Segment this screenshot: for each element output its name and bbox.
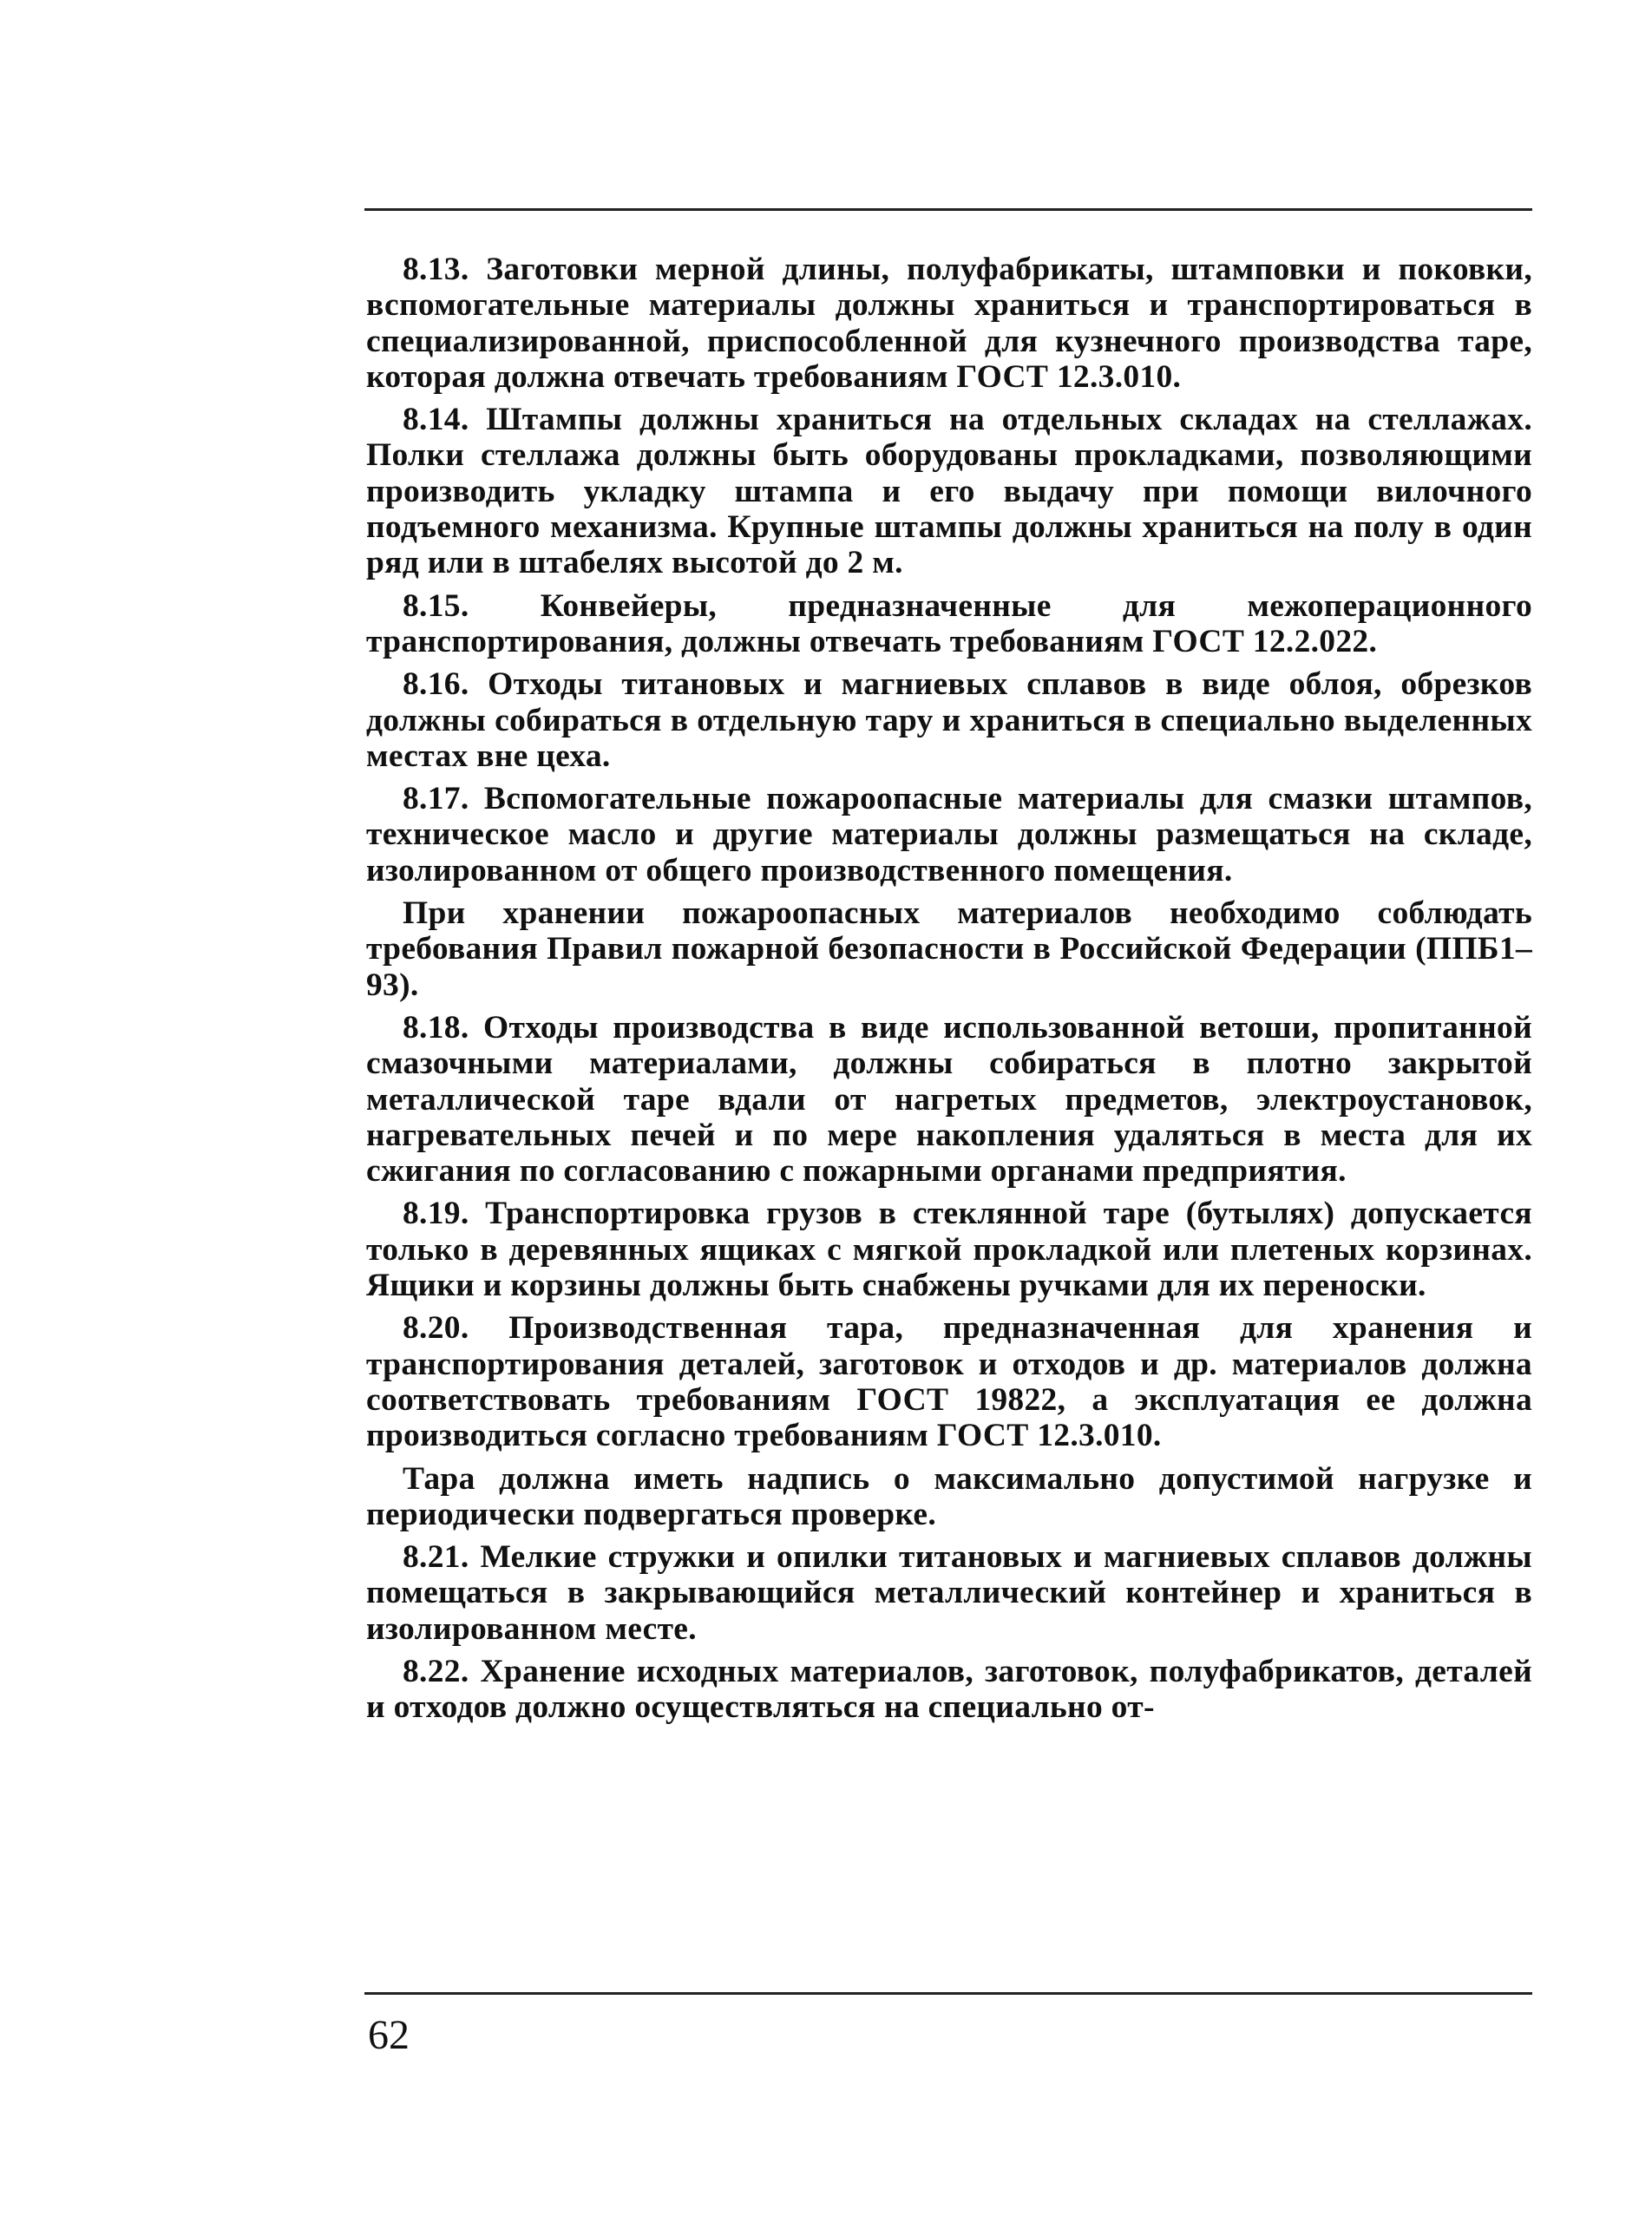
paragraph-8-17: 8.17. Вспомогательные пожароопасные материалы для смазки штампов, техническое масло и другие материалы должны размещаться на складе, изолированном от общего производственного помещения. <box>366 781 1532 888</box>
paragraph-8-20: 8.20. Производственная тара, предназначенная для хранения и транспортирования деталей, заготовок и отходов и др. материалов должна соответствовать требованиям ГОСТ 19822, а эксплуатация ее должна производиться согласно требованиям ГОСТ 12.3.010. <box>366 1310 1532 1454</box>
paragraph-8-21: 8.21. Мелкие стружки и опилки титановых и магниевых сплавов должны помещаться в закрывающийся металлический контейнер и храниться в изолированном месте. <box>366 1539 1532 1647</box>
paragraph-8-17-note: При хранении пожароопасных материалов необходимо соблюдать требования Правил пожарной безопасности в Российской Федерации (ППБ1–93). <box>366 895 1532 1003</box>
page-number: 62 <box>368 2012 410 2058</box>
paragraph-8-13: 8.13. Заготовки мерной длины, полуфабрикаты, штамповки и поковки, вспомогательные материалы должны храниться и транспортироваться в специализированной, приспособленной для кузнечного производства таре, которая должна отвечать требованиям ГОСТ 12.3.010. <box>366 252 1532 395</box>
top-divider <box>364 208 1532 211</box>
paragraph-8-20-note: Тара должна иметь надпись о максимально допустимой нагрузке и периодически подвергаться проверке. <box>366 1460 1532 1532</box>
paragraph-8-19: 8.19. Транспортировка грузов в стеклянной таре (бутылях) допускается только в деревянных ящиках с мягкой прокладкой или плетеных корзинах. Ящики и корзины должны быть снабжены ручками для их переноски. <box>366 1196 1532 1304</box>
paragraph-8-14: 8.14. Штампы должны храниться на отдельных складах на стеллажах. Полки стеллажа должны быть оборудованы прокладками, позволяющими производить укладку штампа и его выдачу при помощи вилочного подъемного механизма. Крупные штампы должны храниться на полу в один ряд или в штабелях высотой до 2 м. <box>366 402 1532 581</box>
paragraph-8-18: 8.18. Отходы производства в виде использованной ветоши, пропитанной смазочными материалами, должны собираться в плотно закрытой металлической таре вдали от нагретых предметов, электроустановок, нагревательных печей и по мере накопления удаляться в места для их сжигания по согласованию с пожарными органами предприятия. <box>366 1009 1532 1190</box>
paragraph-8-16: 8.16. Отходы титановых и магниевых сплавов в виде облоя, обрезков должны собираться в отдельную тару и храниться в специально выделенных местах вне цеха. <box>366 666 1532 774</box>
body-text <box>366 252 1532 1733</box>
bottom-divider <box>364 1992 1532 1995</box>
paragraph-8-22: 8.22. Хранение исходных материалов, заготовок, полуфабрикатов, деталей и отходов должно осуществляться на специально от- <box>366 1653 1532 1726</box>
paragraph-8-15: 8.15. Конвейеры, предназначенные для межоперационного транспортирования, должны отвечать требованиям ГОСТ 12.2.022. <box>366 587 1532 659</box>
